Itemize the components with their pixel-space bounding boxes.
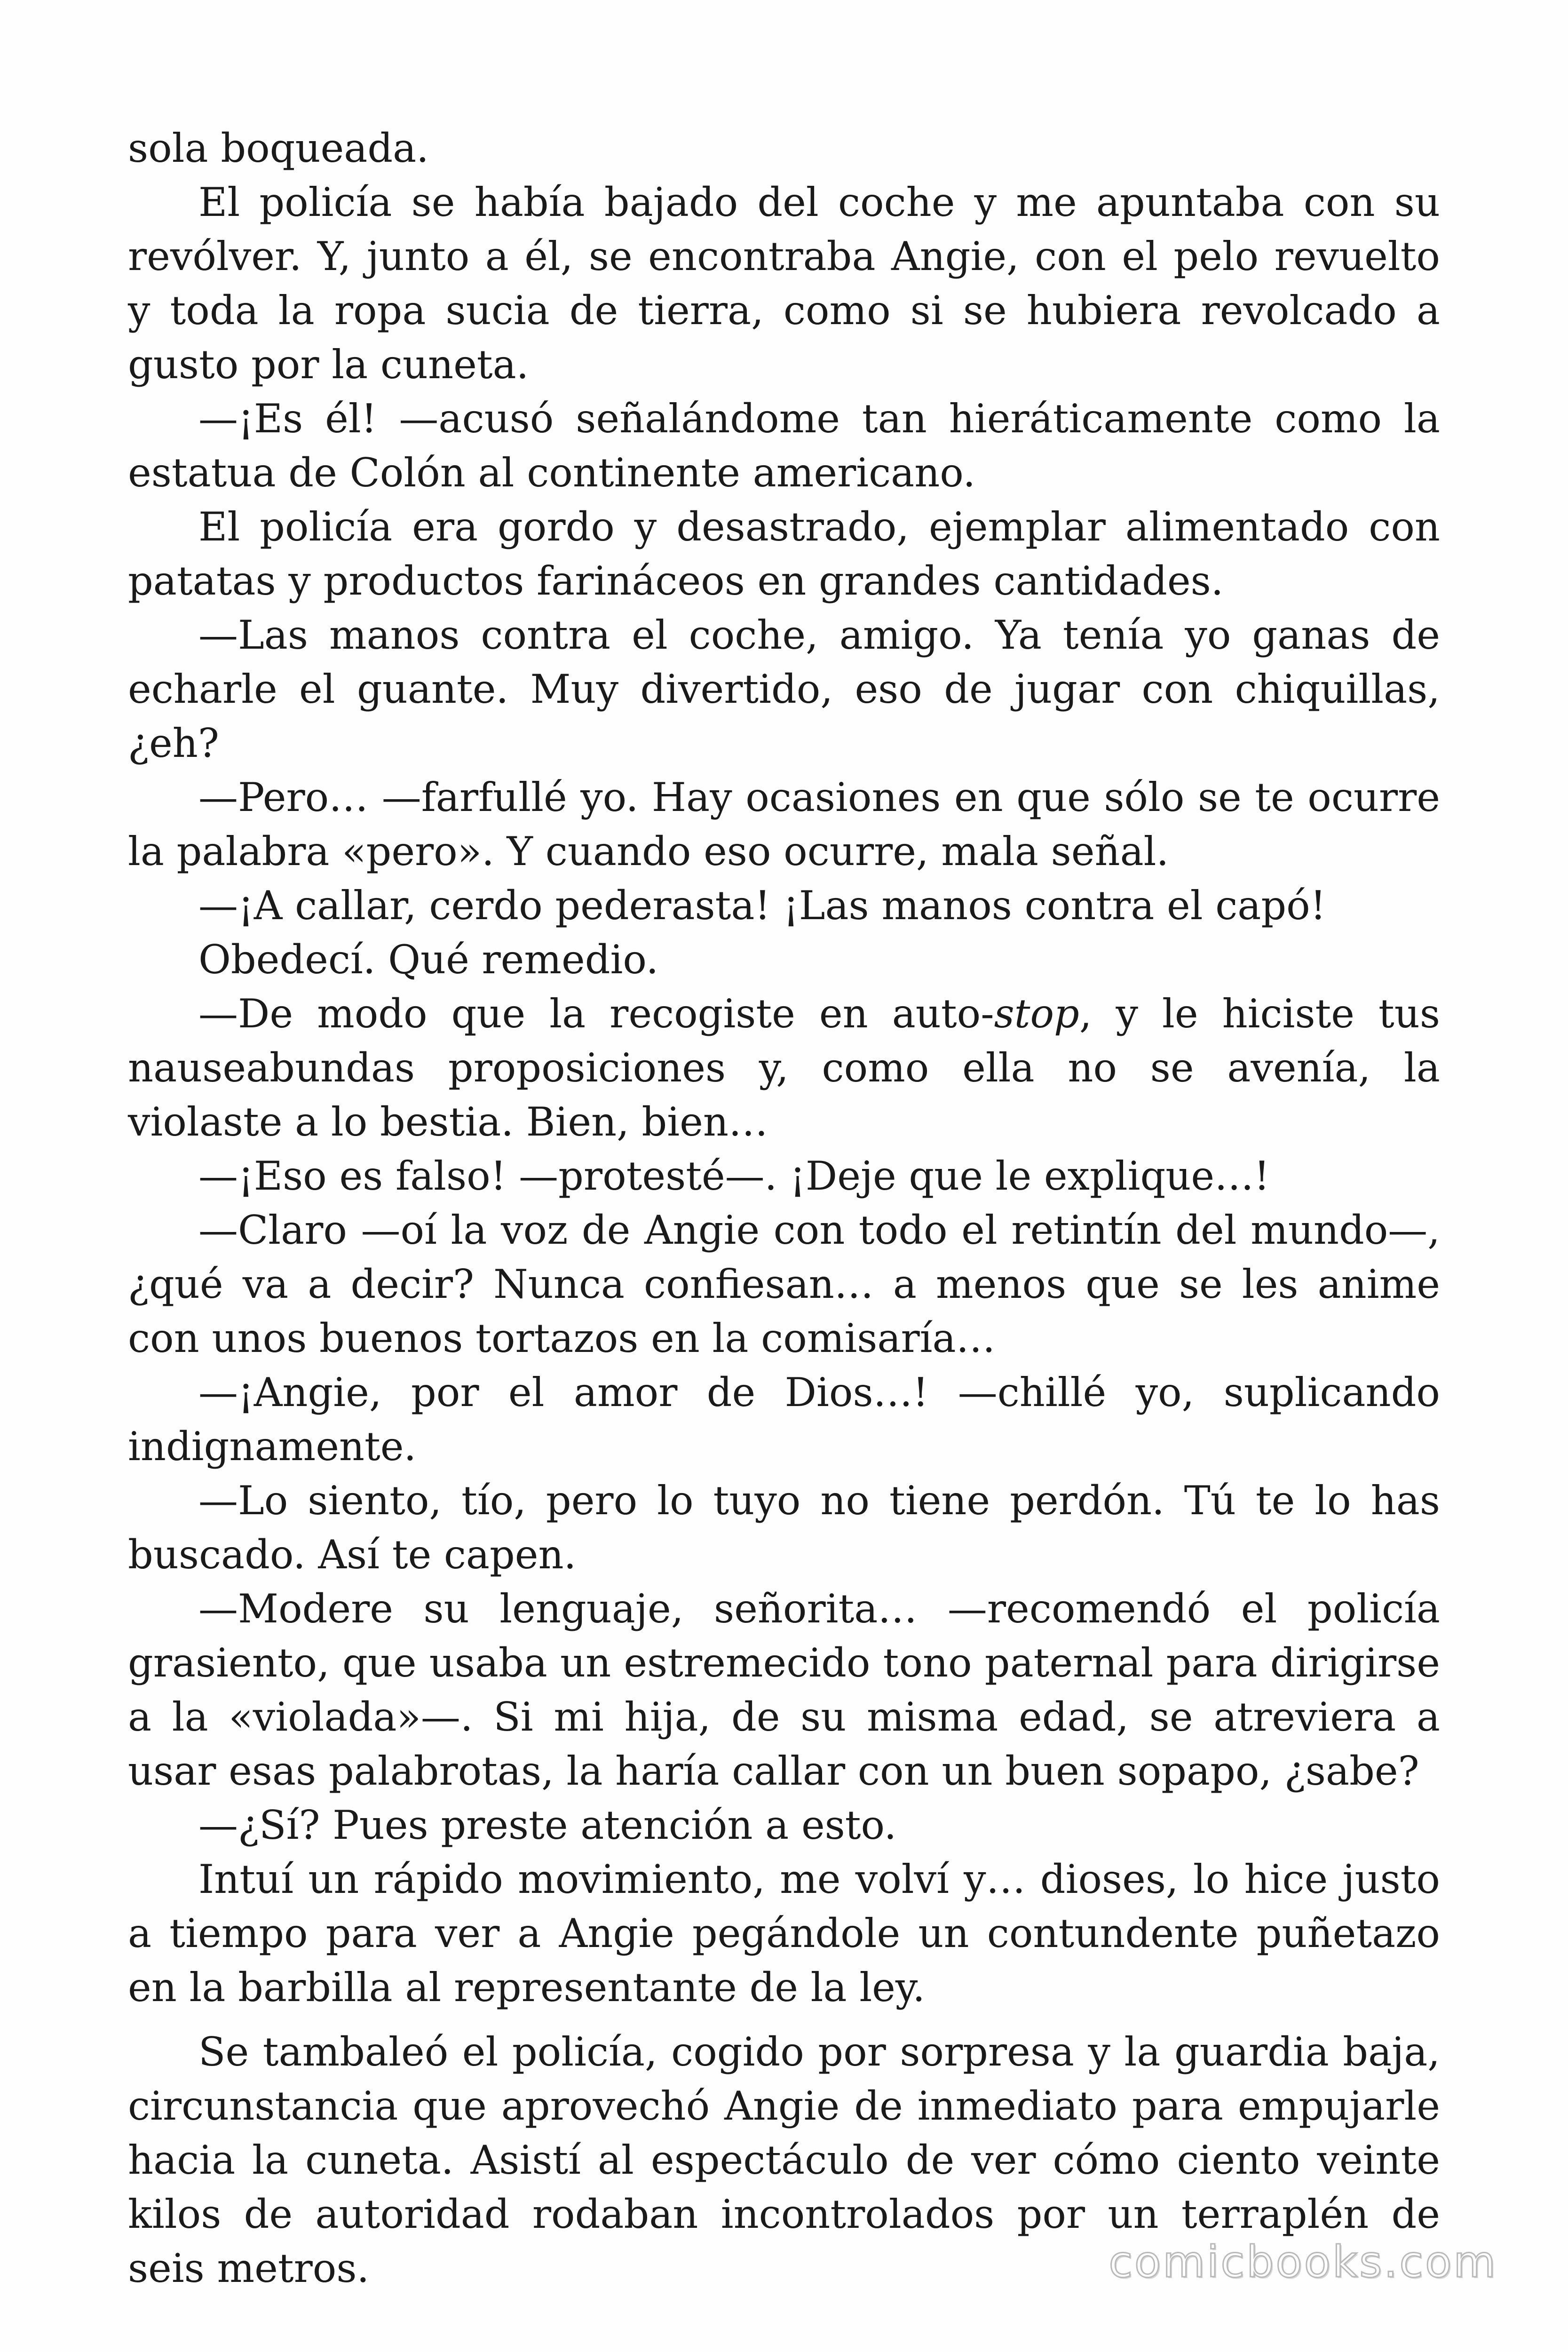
paragraph: —Pero… —farfullé yo. Hay ocasiones en que sólo se te ocurre la palabra «pero». Y cuando eso ocurre, mala señal. [128,774,1440,874]
watermark-logo: comicbooks.com [1109,2237,1497,2287]
paragraph: Intuí un rápido movimiento, me volví y… dioses, lo hice justo a tiempo para ver a Angie pegándole un contundente puñetazo en la barbilla al representante de la ley. [128,1856,1440,2010]
paragraph: —Lo siento, tío, pero lo tuyo no tiene perdón. Tú te lo has buscado. Así te capen. [128,1478,1440,1578]
paragraph: —¡Angie, por el amor de Dios…! —chillé yo, suplicando indignamente. [128,1369,1440,1470]
paragraph-segment: —De modo que la recogiste en auto- [198,991,994,1037]
italic-word: stop [994,991,1079,1037]
paragraph: —¡Es él! —acusó señalándome tan hieráticamente como la estatua de Colón al continente americano. [128,396,1440,496]
paragraph: —¡A callar, cerdo pederasta! ¡Las manos contra el capó! [198,882,1326,929]
paragraph: —Claro —oí la voz de Angie con todo el retintín del mundo—, ¿qué va a decir? Nunca confiesan… a menos que se les anime con unos buenos tortazos en la comisaría… [128,1207,1440,1361]
paragraph: —Las manos contra el coche, amigo. Ya tenía yo ganas de echarle el guante. Muy divertido, eso de jugar con chiquillas, ¿eh? [128,612,1440,766]
paragraph: —¿Sí? Pues preste atención a esto. [198,1802,897,1848]
paragraph: Obedecí. Qué remedio. [198,937,659,983]
paragraph: Se tambaleó el policía, cogido por sorpresa y la guardia baja, circunstancia que aprovechó Angie de inmediato para empujarle hacia la cuneta. Asistí al espectáculo de ver cómo ciento veinte kilos de autoridad rodaban incontrolados por un terraplén de seis metros. [128,2029,1440,2291]
body-text [128,121,1440,2296]
paragraph: —Modere su lenguaje, señorita… —recomendó el policía grasiento, que usaba un estremecido tono paternal para dirigirse a la «violada»—. Si mi hija, de su misma edad, se atreviera a usar esas palabrotas, la haría callar con un buen sopapo, ¿sabe? [128,1586,1440,1794]
paragraph: El policía era gordo y desastrado, ejemplar alimentado con patatas y productos farináceos en grandes cantidades. [128,504,1440,604]
paragraph: sola boqueada. [128,125,429,171]
paragraph-segment: , y le hiciste tus nauseabundas proposiciones y, como ella no se avenía, la violaste a lo bestia. Bien, bien… [128,991,1440,1145]
paragraph: El policía se había bajado del coche y me apuntaba con su revólver. Y, junto a él, se encontraba Angie, con el pelo revuelto y toda la ropa sucia de tierra, como si se hubiera revolcado a gusto por la cuneta. [128,179,1440,388]
paragraph [128,987,1440,1149]
paragraph: —¡Eso es falso! —protesté—. ¡Deje que le explique…! [198,1153,1270,1199]
